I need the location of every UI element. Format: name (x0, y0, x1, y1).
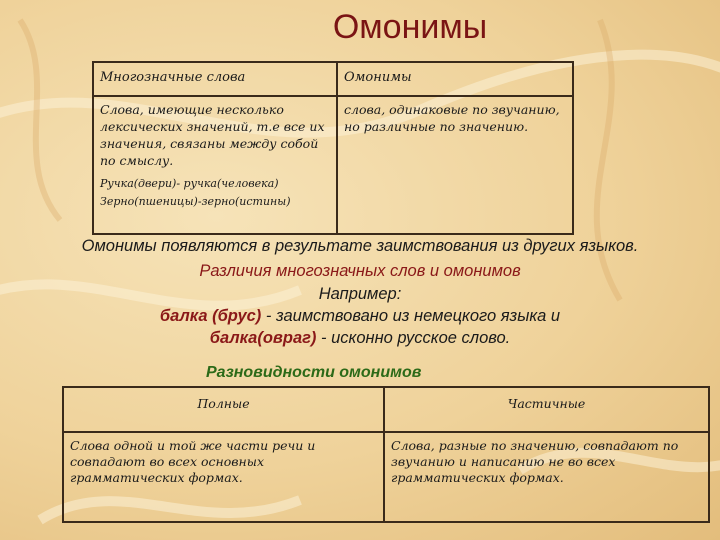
varieties-heading: Разновидности омонимов (206, 364, 422, 381)
paragraph-line-5 (0, 329, 720, 348)
paragraph-line-4 (0, 307, 720, 326)
example-1: Ручка(двери)- ручка(человека) (100, 177, 279, 190)
paragraph-line-3: Например: (318, 285, 402, 303)
polysemous-examples (100, 175, 330, 211)
table-header-row (93, 62, 573, 96)
homonym-types-table (62, 386, 710, 523)
example-word-brus: балка (брус) (159, 307, 262, 325)
polysemous-definition: Слова, имеющие несколько лексических значений, т.е все их значения, связаны между собой по смыслу. (100, 102, 325, 168)
partial-homonyms-cell: Слова, разные по значению, совпадают по звучанию и написанию не во всех грамматических формах. (384, 432, 709, 522)
table-row (93, 96, 573, 234)
full-homonyms-cell: Слова одной и той же части речи и совпадают во всех основных грамматических формах. (63, 432, 384, 522)
example-2: Зерно(пшеницы)-зерно(истины) (100, 195, 291, 208)
header-polysemous: Многозначные слова (93, 62, 337, 96)
polysemous-cell (93, 96, 337, 234)
polysemy-vs-homonyms-table (92, 61, 574, 235)
example-text-ovrag: - исконно русское слово. (316, 329, 511, 347)
header-partial: Частичные (384, 387, 709, 432)
example-text-brus: - заимствовано из немецкого языка и (261, 307, 561, 325)
header-homonyms: Омонимы (337, 62, 573, 96)
example-word-ovrag: балка(овраг) (209, 329, 317, 347)
header-full: Полные (63, 387, 384, 432)
table-row (63, 432, 709, 522)
paragraph-line-1: Омонимы появляются в результате заимствования из других языков. (81, 237, 639, 255)
table-header-row (63, 387, 709, 432)
page-title: Омонимы (332, 8, 488, 46)
paragraph-line-2: Различия многозначных слов и омонимов (199, 262, 521, 280)
homonyms-definition: слова, одинаковые по звучанию, но различные по значению. (337, 96, 573, 234)
